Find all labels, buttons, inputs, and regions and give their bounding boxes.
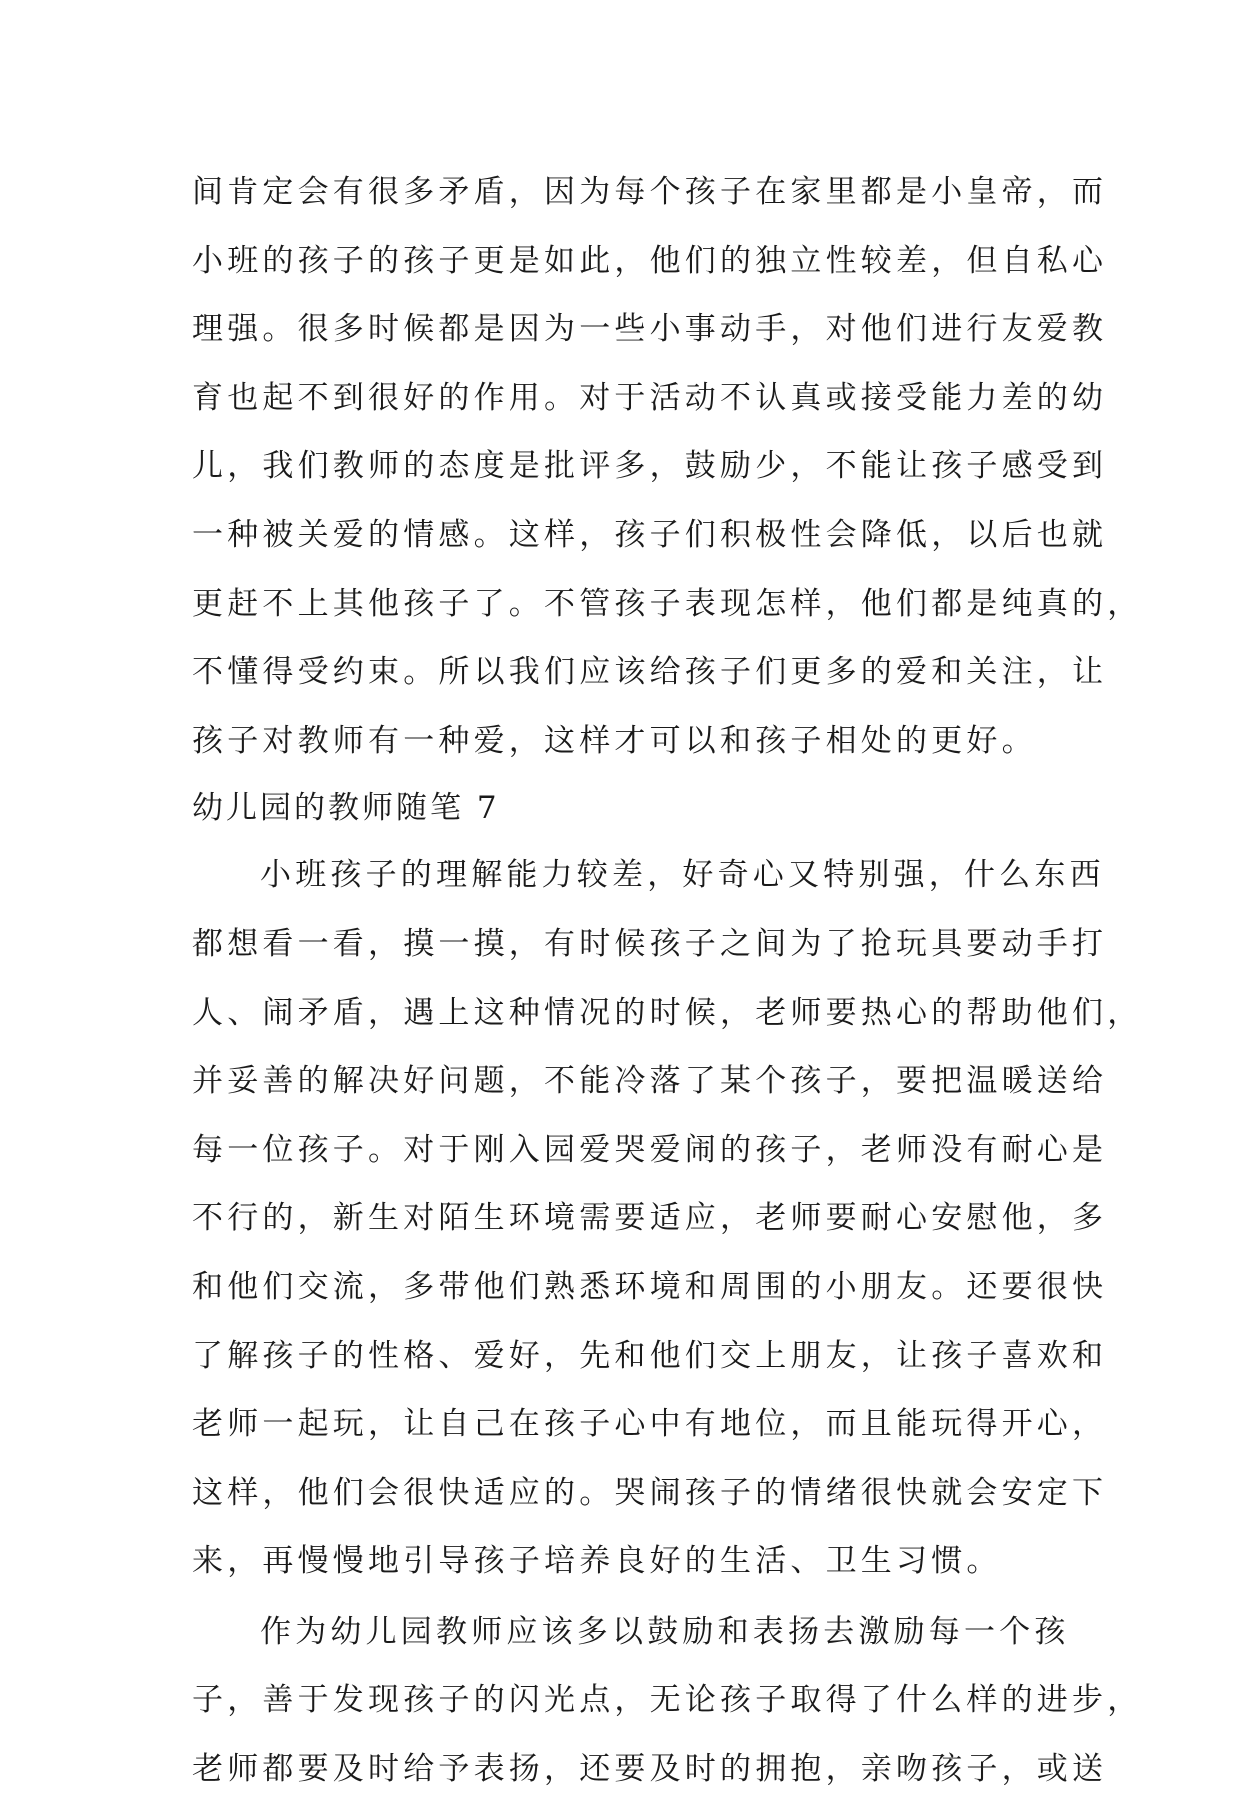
text-line: 小班的孩子的孩子更是如此，他们的独立性较差，但自私心 <box>192 242 1108 279</box>
text-line: 人、闹矛盾，遇上这种情况的时候，老师要热心的帮助他们， <box>192 994 1143 1031</box>
text-line: 儿，我们教师的态度是批评多，鼓励少，不能让孩子感受到 <box>192 448 1108 485</box>
text-line: 来，再慢慢地引导孩子培养良好的生活、卫生习惯。 <box>192 1543 1002 1580</box>
text-line: 了解孩子的性格、爱好，先和他们交上朋友，让孩子喜欢和 <box>192 1337 1108 1374</box>
text-line: 都想看一看，摸一摸，有时候孩子之间为了抢玩具要动手打 <box>192 925 1108 962</box>
paragraph <box>192 841 1143 1596</box>
text-line: 一种被关爱的情感。这样，孩子们积极性会降低，以后也就 <box>192 516 1108 553</box>
text-line: 这样，他们会很快适应的。哭闹孩子的情绪很快就会安定下 <box>192 1474 1108 1511</box>
section-continuation <box>192 158 1143 775</box>
text-line: 间肯定会有很多矛盾，因为每个孩子在家里都是小皇帝，而 <box>192 174 1108 210</box>
text-line: 并妥善的解决好问题，不能冷落了某个孩子，要把温暖送给 <box>192 1063 1108 1100</box>
text-line: 每一位孩子。对于刚入园爱哭爱闹的孩子，老师没有耐心是 <box>192 1131 1108 1168</box>
text-line: 作为幼儿园教师应该多以鼓励和表扬去激励每一个孩 <box>260 1613 1070 1650</box>
text-line: 老师一起玩，让自己在孩子心中有地位，而且能玩得开心， <box>192 1406 1108 1443</box>
text-line: 小班孩子的理解能力较差，好奇心又特别强，什么东西 <box>260 857 1105 894</box>
paragraph <box>192 1598 1143 1804</box>
document-body <box>192 158 1143 1804</box>
text-line: 不行的，新生对陌生环境需要适应，老师要耐心安慰他，多 <box>192 1200 1108 1237</box>
text-line: 理强。很多时候都是因为一些小事动手，对他们进行友爱教 <box>192 311 1108 348</box>
text-line: 孩子对教师有一种爱，这样才可以和孩子相处的更好。 <box>192 722 1037 759</box>
text-line: 子，善于发现孩子的闪光点，无论孩子取得了什么样的进步， <box>192 1682 1143 1719</box>
text-line: 老师都要及时给予表扬，还要及时的拥抱，亲吻孩子，或送 <box>192 1751 1108 1788</box>
text-line: 不懂得受约束。所以我们应该给孩子们更多的爱和关注，让 <box>192 654 1108 691</box>
text-line: 和他们交流，多带他们熟悉环境和周围的小朋友。还要很快 <box>192 1268 1108 1305</box>
section-heading: 幼儿园的教师随笔 7 <box>192 790 500 827</box>
text-line: 更赶不上其他孩子了。不管孩子表现怎样，他们都是纯真的， <box>192 585 1143 622</box>
text-line: 育也起不到很好的作用。对于活动不认真或接受能力差的幼 <box>192 379 1108 416</box>
